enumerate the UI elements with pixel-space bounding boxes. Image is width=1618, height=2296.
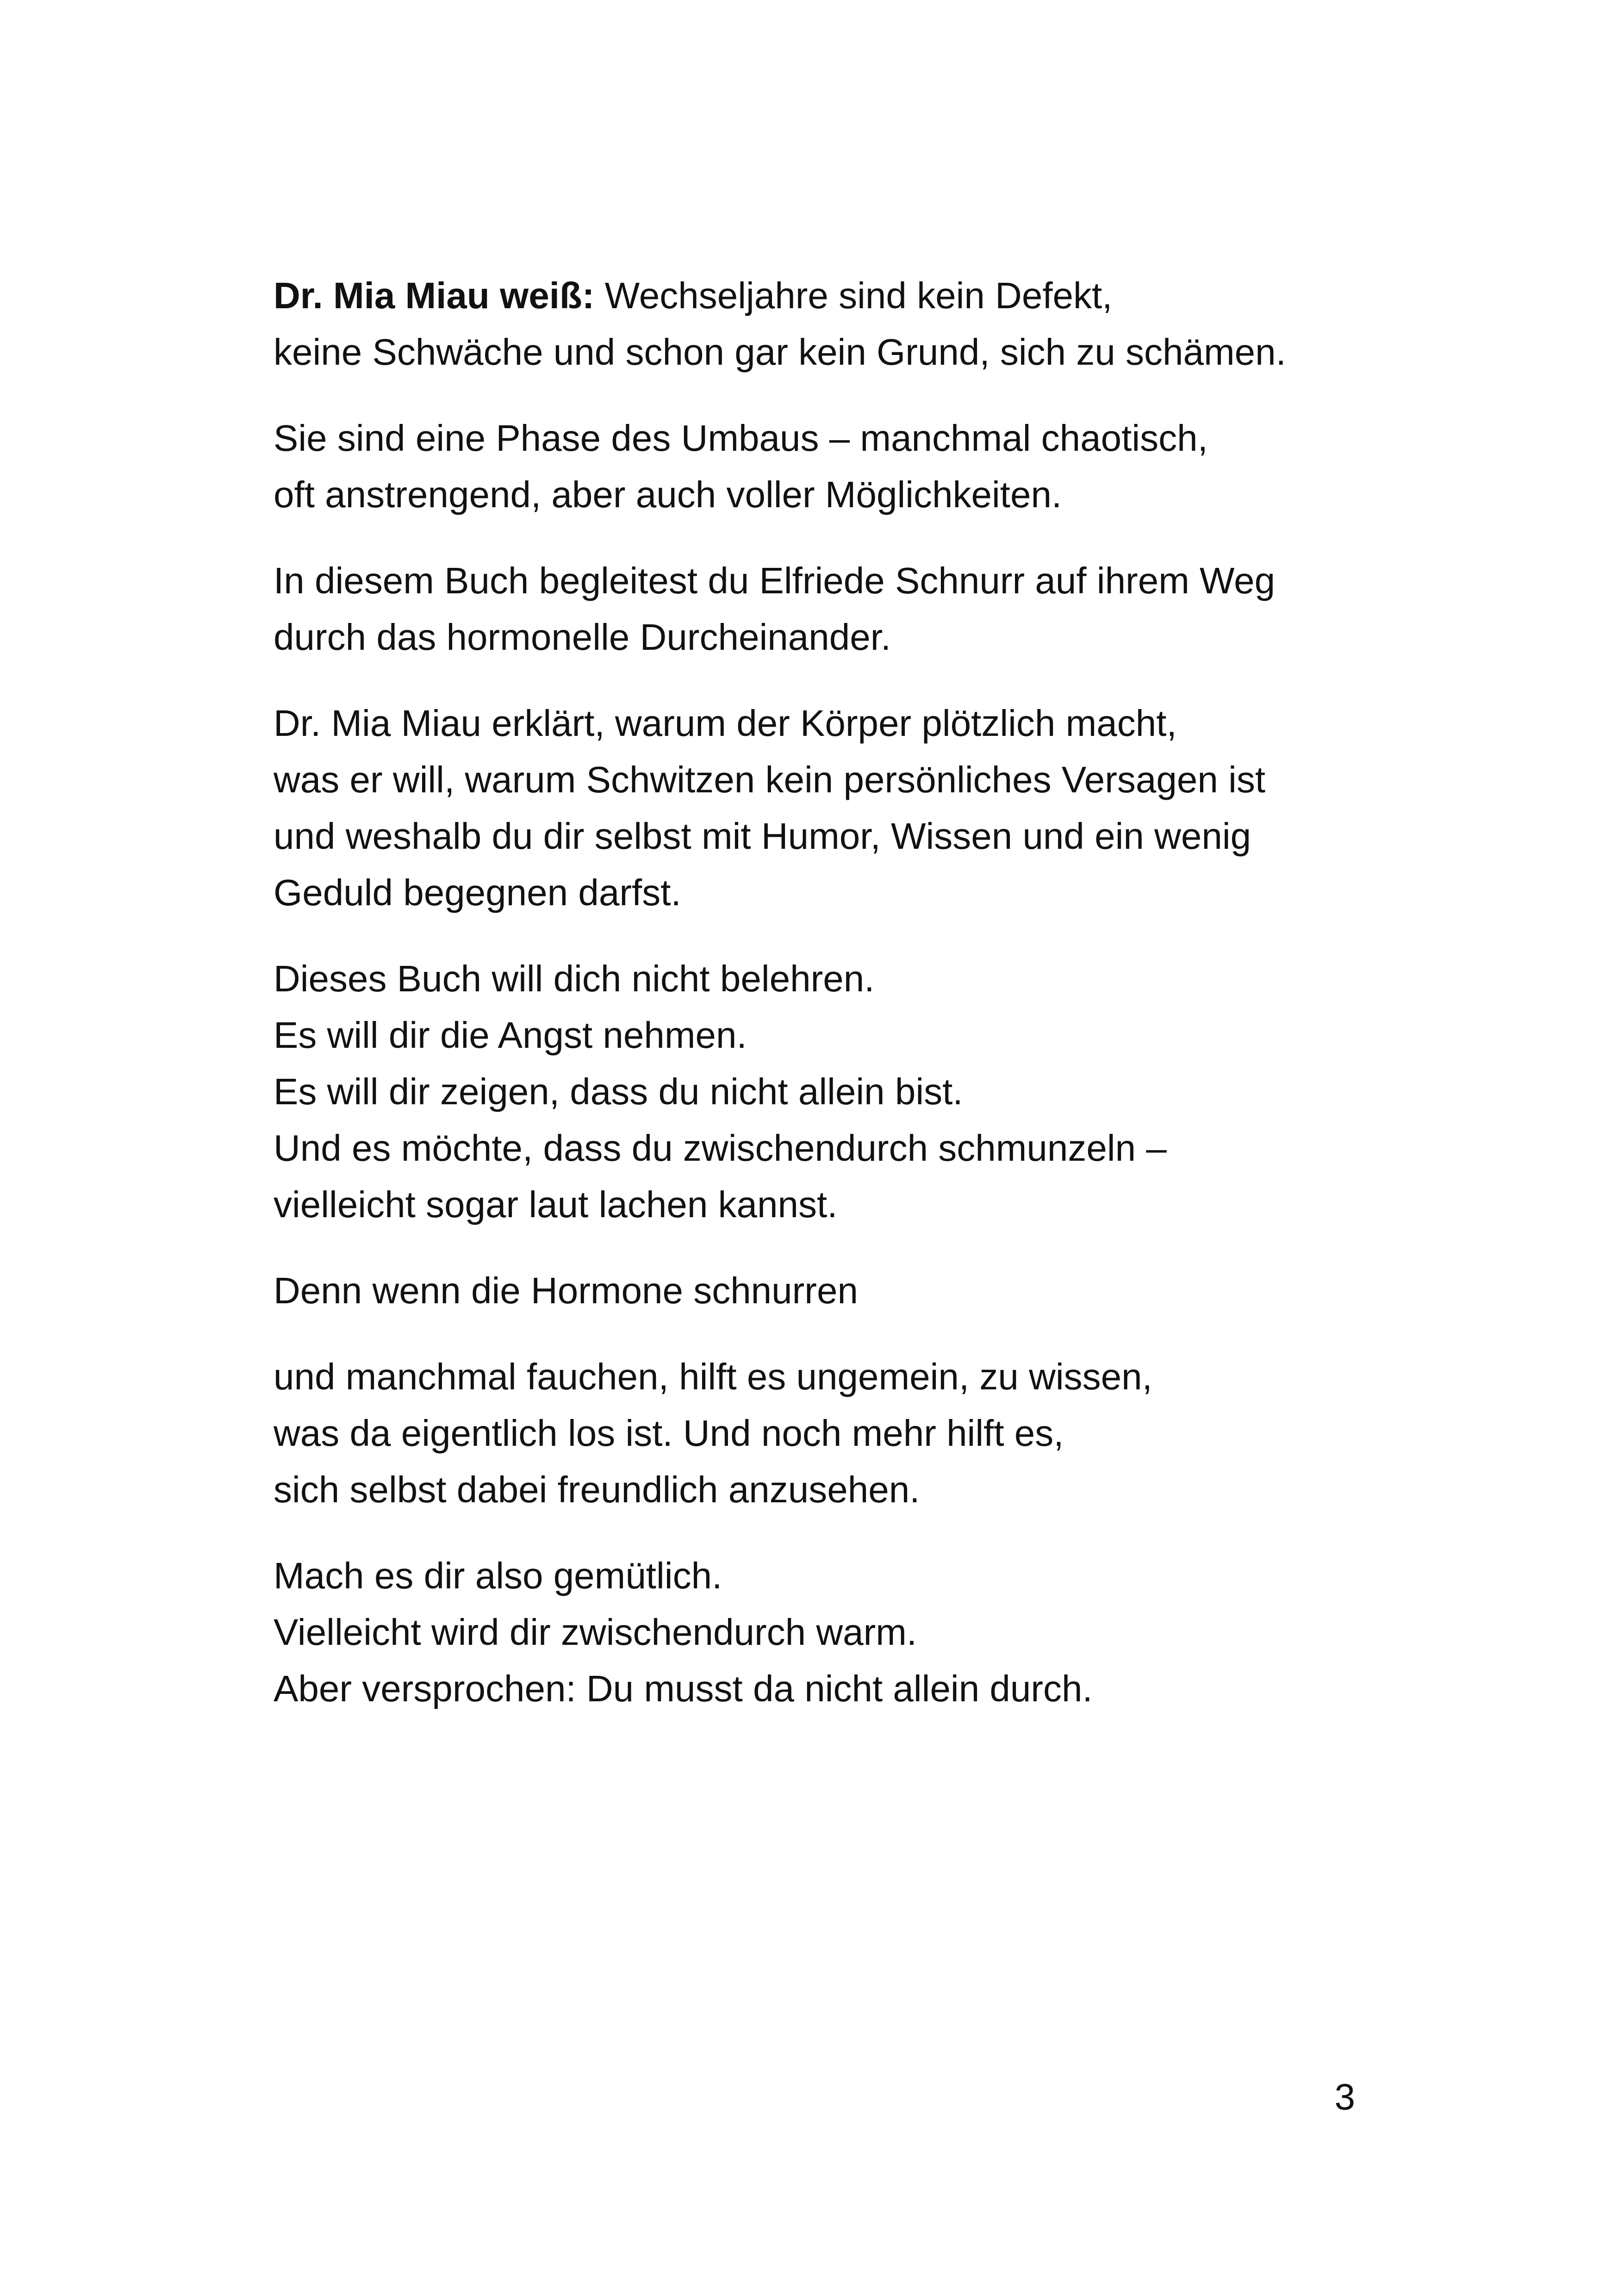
text-line: Denn wenn die Hormone schnurren: [274, 1270, 858, 1311]
text-line: Dr. Mia Miau erklärt, warum der Körper plötzlich macht,: [274, 703, 1177, 744]
bold-lead: Dr. Mia Miau weiß:: [274, 275, 595, 316]
text-line: vielleicht sogar laut lachen kannst.: [274, 1184, 838, 1225]
text-line: durch das hormonelle Durcheinander.: [274, 616, 891, 658]
paragraph: [274, 695, 1421, 921]
text-line: Mach es dir also gemütlich.: [274, 1555, 722, 1596]
text-line: was er will, warum Schwitzen kein persönliches Versagen ist: [274, 759, 1266, 800]
paragraph-intro: [274, 268, 1421, 380]
text-line: sich selbst dabei freundlich anzusehen.: [274, 1469, 920, 1510]
text-line: Vielleicht wird dir zwischendurch warm.: [274, 1612, 917, 1653]
text-line: Es will dir die Angst nehmen.: [274, 1014, 747, 1056]
paragraph: [274, 951, 1421, 1233]
paragraph: [274, 553, 1421, 666]
paragraph: [274, 410, 1421, 523]
text-line: In diesem Buch begleitest du Elfriede Schnurr auf ihrem Weg: [274, 560, 1276, 601]
body-text: [274, 268, 1421, 1747]
text-line-rest: Wechseljahre sind kein Defekt,: [594, 275, 1113, 316]
text-line: [274, 268, 1421, 324]
paragraph: [274, 1349, 1421, 1518]
text-line: Und es möchte, dass du zwischendurch schmunzeln –: [274, 1127, 1167, 1169]
paragraph: [274, 1263, 1421, 1319]
page-number: 3: [1334, 2076, 1355, 2117]
text-line: und manchmal fauchen, hilft es ungemein, zu wissen,: [274, 1356, 1152, 1397]
text-line: Sie sind eine Phase des Umbaus – manchmal chaotisch,: [274, 417, 1208, 459]
text-line: keine Schwäche und schon gar kein Grund, sich zu schämen.: [274, 331, 1286, 373]
text-line: Es will dir zeigen, dass du nicht allein bist.: [274, 1071, 963, 1112]
paragraph: [274, 1548, 1421, 1717]
text-line: oft anstrengend, aber auch voller Möglichkeiten.: [274, 474, 1062, 515]
text-line: Dieses Buch will dich nicht belehren.: [274, 958, 875, 999]
text-line: Aber versprochen: Du musst da nicht allein durch.: [274, 1668, 1093, 1709]
text-line: was da eigentlich los ist. Und noch mehr hilft es,: [274, 1412, 1064, 1454]
text-line: und weshalb du dir selbst mit Humor, Wissen und ein wenig: [274, 815, 1251, 857]
text-line: Geduld begegnen darfst.: [274, 872, 681, 913]
